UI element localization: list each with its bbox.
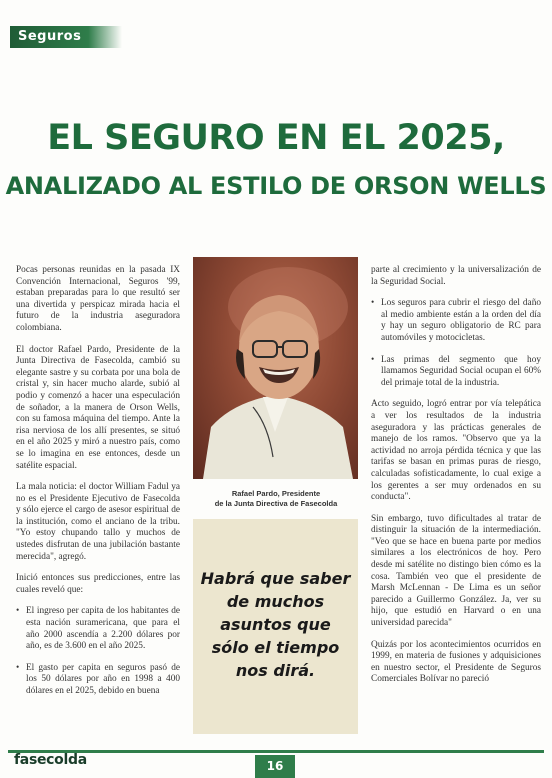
pull-quote bbox=[193, 567, 358, 682]
list-item: • El ingreso per capita de los habitantes de esta nación suramericana, que para el año 2000 ascendía a 2.200 dólares por año, es de 3.600 en el año 2025. bbox=[16, 606, 180, 652]
footer-logo: fasecolda bbox=[14, 752, 87, 768]
quote-line: de muchos bbox=[226, 592, 325, 611]
paragraph: La mala noticia: el doctor William Fadul ya no es el Presidente Ejecutivo de Fasecolda y sólo ejerce el cargo de asesor espiritual de la institución, como el anciano de la tribu. "Yo estoy chupando tallo y muchos de ustedes disfrutan de una jubilación bastante merecida", agregó. bbox=[16, 482, 180, 562]
prediction-list bbox=[16, 606, 180, 697]
photo-caption bbox=[190, 489, 362, 508]
quote-line: sólo el tiempo bbox=[211, 638, 340, 657]
quote-line: asuntos que bbox=[220, 615, 331, 634]
quote-line: nos dirá. bbox=[235, 661, 316, 680]
pull-quote-box bbox=[193, 519, 358, 734]
headline-line-2: ANALIZADO AL ESTILO DE ORSON WELLS bbox=[5, 172, 547, 200]
portrait-photo bbox=[193, 257, 358, 479]
quote-line: Habrá que saber bbox=[200, 569, 351, 588]
portrait-illustration bbox=[193, 257, 358, 479]
caption-line: de la Junta Directiva de Fasecolda bbox=[214, 498, 338, 508]
section-label: Seguros bbox=[10, 26, 122, 48]
headline-line-1: EL SEGURO EN EL 2025, bbox=[47, 118, 505, 158]
paragraph: parte al crecimiento y la universalización de la Seguridad Social. bbox=[371, 265, 541, 287]
article-right-column bbox=[371, 265, 541, 696]
page-number: 16 bbox=[255, 755, 295, 778]
paragraph: Quizás por los acontecimientos ocurridos en 1999, en materia de fusiones y adquisiciones en nuestro sector, el Presidente de Seguros Comerciales Bolívar no pareció bbox=[371, 639, 541, 685]
list-item: • El gasto per capita en seguros pasó de los 50 dólares por año en 1998 a 400 dólares en el 2025, debido en buena bbox=[16, 663, 180, 698]
article-left-column bbox=[16, 265, 180, 708]
list-item: • Las primas del segmento que hoy llamamos Seguridad Social ocupan el 60% del primaje total de la industria. bbox=[371, 355, 541, 390]
paragraph: Pocas personas reunidas en la pasada IX Convención Internacional, Seguros '99, estaban preparadas para lo que resultó ser una divertida y perspicaz mirada hacia el futuro de la industria aseguradora colombiana. bbox=[16, 265, 180, 333]
prediction-list bbox=[371, 298, 541, 389]
paragraph: Acto seguido, logró entrar por vía telepática a ver los resultados de la industria aseguradora y las prácticas generales de manejo de los ramos. "Observo que ya la actividad no arroja pérdida técnica y que las tarifas se basan en primas puras de riesgo, calculadas sofisticadamente, lo cual exige a los gerentes a ser muy ordenados en su conducta". bbox=[371, 399, 541, 503]
caption-line: Rafael Pardo, Presidente bbox=[231, 489, 321, 498]
footer-rule bbox=[8, 750, 544, 753]
list-item: • Los seguros para cubrir el riesgo del daño al medio ambiente están a la orden del día y hay un seguro obligatorio de RC para automóviles y motocicletas. bbox=[371, 298, 541, 344]
paragraph: Inició entonces sus predicciones, entre las cuales reveló que: bbox=[16, 573, 180, 595]
paragraph: Sin embargo, tuvo dificultades al tratar de distinguir la situación de la intermediación. "Veo que se hace en buena parte por medios similares a los electrónicos de hoy. Pero desde mi satélite no distingo bien cómo es la cosa. También veo que el presidente de Marsh McLennan - De Lima es un señor parecido a Guillermo González. Ja, ver su hijo, que estudió en Harvard o en una universidad parecida" bbox=[371, 513, 541, 629]
paragraph: El doctor Rafael Pardo, Presidente de la Junta Directiva de Fasecolda, cambió su elegante sastre y su corbata por una bola de cristal y, sin hacer mucho alarde, subió al podio y comenzó a hacer una especulación de soñador, a la manera de Orson Wells, con su famosa máquina del tiempo. Ante la risa nerviosa de los allí presentes, se situó en el año 2025 y miró a nuestro país, como se lo imagina en ese entonces, desde un satélite espacial. bbox=[16, 344, 180, 471]
